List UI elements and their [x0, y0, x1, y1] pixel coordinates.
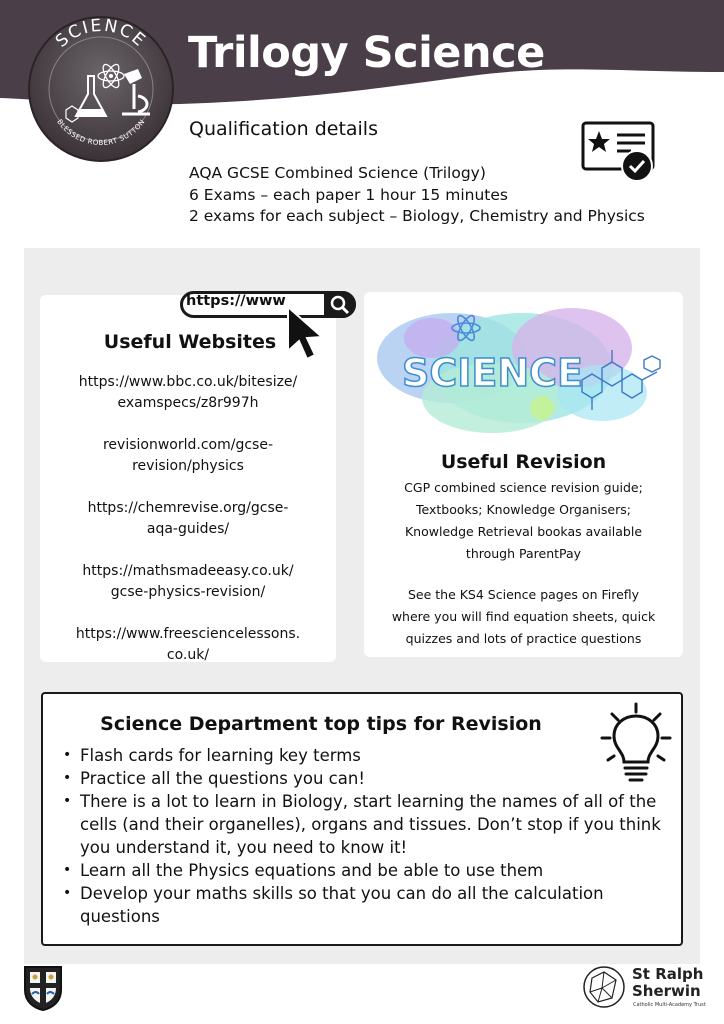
trust-logo-icon	[582, 964, 626, 1010]
qualification-details	[189, 163, 645, 228]
website-link[interactable]: revisionworld.com/gcse- revision/physics	[102, 437, 274, 474]
logo-bottom-text: BLESSED ROBERT SUTTON	[55, 117, 147, 148]
search-icon	[324, 291, 356, 318]
websites-heading: Useful Websites	[103, 331, 277, 353]
qualification-line: 2 exams for each subject – Biology, Chemistry and Physics	[189, 207, 645, 225]
website-list	[42, 372, 334, 687]
science-splash-text: SCIENCE	[402, 351, 584, 395]
list-item: • Learn all the Physics equations and be able to use them	[63, 859, 663, 882]
tips-heading: Science Department top tips for Revision	[100, 713, 542, 735]
science-splash-image	[372, 298, 674, 450]
search-button	[324, 291, 356, 318]
list-item: • Practice all the questions you can!	[63, 767, 663, 790]
revision-heading: Useful Revision	[440, 451, 607, 473]
revision-firefly-note: See the KS4 Science pages on Firefly where you will find equation sheets, quick quizzes and lots of practice questions	[391, 587, 656, 646]
qualification-line: 6 Exams – each paper 1 hour 15 minutes	[189, 185, 508, 204]
list-item: • Flash cards for learning key terms	[63, 744, 663, 767]
website-link[interactable]: https://mathsmadeeasy.co.uk/ gcse-physics-revision/	[82, 563, 294, 600]
website-link[interactable]: https://chemrevise.org/gcse- aqa-guides/	[87, 500, 289, 537]
page-title: Trilogy Science	[188, 28, 545, 78]
trust-subtitle: Catholic Multi-Academy Trust	[633, 1002, 706, 1008]
science-logo	[26, 14, 176, 164]
trust-name: St Ralph Sherwin	[632, 965, 704, 1000]
website-link[interactable]: https://www.freesciencelessons. co.uk/	[75, 626, 301, 663]
list-item: • There is a lot to learn in Biology, start learning the names of all of the cells (and their organelles), organs and tissues. Don’t stop if you think you understand it, you need to know it!	[63, 790, 663, 859]
tips-list	[63, 744, 663, 928]
website-link[interactable]: https://www.bbc.co.uk/bitesize/ examspecs/z8r997h	[78, 374, 298, 411]
revision-resources: CGP combined science revision guide; Textbooks; Knowledge Organisers; Knowledge Retrieval bookas available through ParentPay	[404, 480, 643, 561]
search-bar-text: https://www	[186, 293, 286, 309]
certificate-icon	[581, 121, 657, 183]
list-item: • Develop your maths skills so that you can do all the calculation questions	[63, 882, 663, 928]
qualification-line: AQA GCSE Combined Science (Trilogy)	[189, 164, 486, 182]
school-crest-icon	[22, 964, 64, 1012]
logo-top-text: SCIENCE	[51, 15, 151, 52]
qualification-heading: Qualification details	[189, 118, 378, 140]
